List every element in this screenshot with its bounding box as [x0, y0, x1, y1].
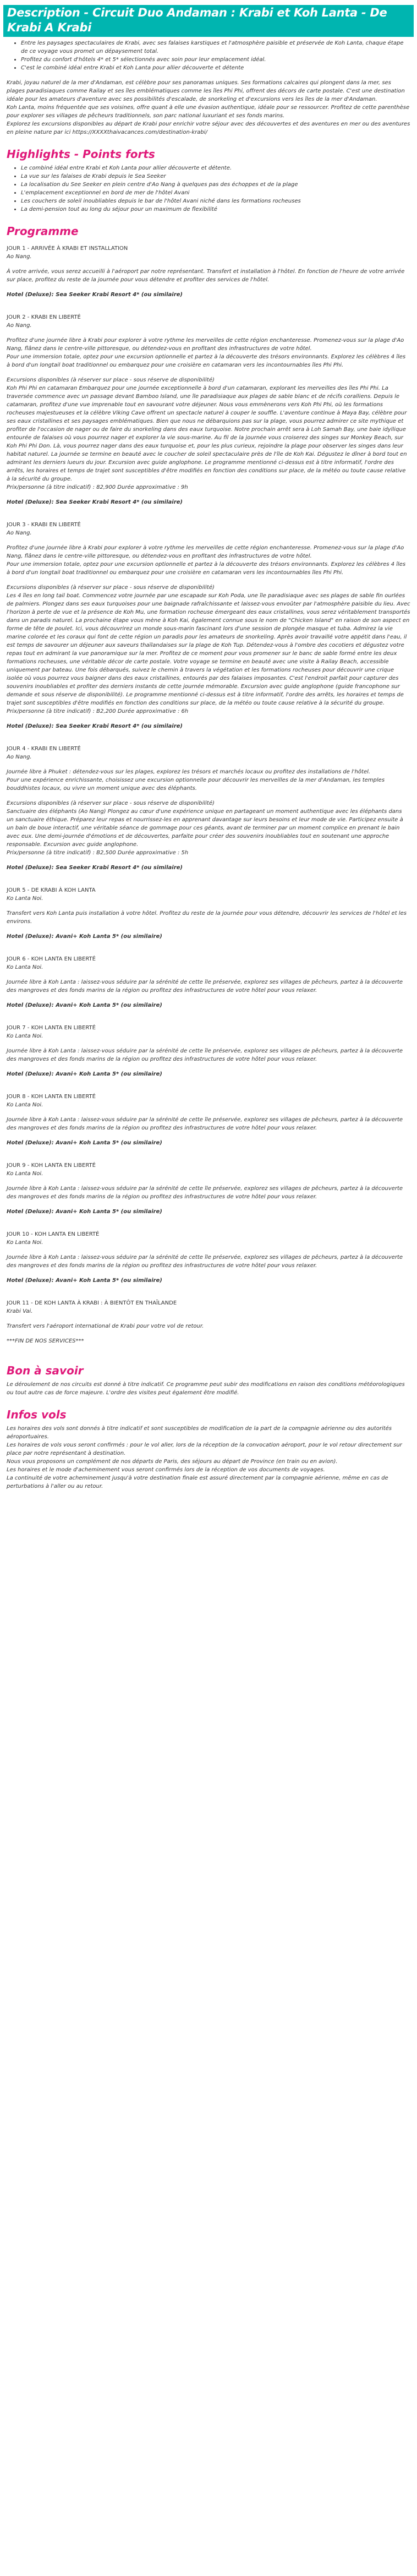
day-description: [7, 1116, 410, 1132]
good-to-know-heading: Bon à savoir: [7, 1364, 84, 1377]
day-spacer: [7, 1078, 410, 1086]
day-paragraph: Journée libre à Koh Lanta : laissez-vous séduire par la sérénité de cette île préservée, explorez ses villages de pêcheurs, partez à la découverte des mangroves et des fonds marins de la région ou profitez des infrastructures de votre hôtel pour vous relaxer.: [7, 979, 403, 994]
day-description: [7, 768, 410, 857]
day-title: JOUR 8 - KOH LANTA EN LIBERTÉ: [7, 1094, 96, 1100]
intro-bullet: • C'est le combiné idéal entre Krabi et Koh Lanta pour allier découverte et détente: [21, 64, 410, 72]
intro-bullet: • Profitez du confort d'hôtels 4* et 5* sélectionnés avec soin pour leur emplacement idéal.: [21, 56, 410, 64]
day-description: [7, 1322, 410, 1345]
day-paragraph: ***FIN DE NOS SERVICES***: [7, 1338, 84, 1344]
highlight-item: • Les couchers de soleil inoubliables depuis le bar de l'hôtel Avani niché dans les formations rocheuses: [21, 197, 410, 205]
content: [0, 39, 417, 1491]
day-spacer: [7, 506, 410, 514]
flight-info-line: Les horaires de vols vous seront confirmés : pour le vol aller, lors de la réception de la convocation aéroport, pour le vol retour directement sur place par notre représentant à destination.: [7, 1442, 402, 1456]
day-hotel: Hotel (Deluxe): Sea Seeker Krabi Resort 4* (ou similaire): [7, 292, 183, 298]
day-description: [7, 1185, 410, 1201]
highlight-item: • La demi-pension tout au long du séjour pour un maximum de flexibilité: [21, 205, 410, 214]
day-location: Ko Lanta Noi.: [7, 1033, 43, 1039]
day-section: [7, 244, 410, 299]
highlight-item: • Le combiné idéal entre Krabi et Koh Lanta pour allier découverte et détente.: [21, 164, 410, 172]
day-spacer: [7, 872, 410, 880]
day-section: [7, 745, 410, 872]
day-paragraph: Excursions disponibles (à réserver sur place - sous réserve de disponibilité) Les 4 îles en long tail boat. Commencez votre journée par une escapade sur Koh Poda, une île paradisiaque avec ses plages de sable fin ourlées de palmiers. Plongez dans ses eaux turquoises pour une baignade rafraîchissante et laissez-vous envoûter par l'atmosphère paisible du lieu. Avec l'horizon à perte de vue et la présence de Koh Mu, une formation rocheuse émergeant des eaux cristallines, vous serez véritablement transportés dans un paradis naturel. La prochaine étape vous mène à Koh Kai, également connue sous le nom de "Chicken Island" en raison de son aspect en forme de tête de poulet. Ici, vous découvrirez un monde sous-marin fascinant lors d'une session de plongée masque et tuba. Admirez la vie marine colorée et les coraux qui font de cette région un paradis pour les amateurs de snorkeling. Après avoir travaillé votre appétit dans l'eau, il est temps de savourer un déjeuner aux saveurs thaïlandaises sur la plage de Koh Tup. Détendez-vous à l'ombre des cocotiers et dégustez votre repas tout en admirant la vue panoramique sur la mer. Profitez de ce moment pour vous promener sur le banc de sable formé entre les deux formations rocheuses, une véritable décor de carte postale. Votre voyage se termine en beauté avec une visite à Railay Beach, accessible uniquement par bateau. Une fois débarqués, suivez le chemin à travers la végétation et les formations rocheuses pour découvrir une crique isolée où vous pourrez vous baigner dans des eaux cristallines, entourés par des falaises imposantes. C'est l'endroit parfait pour capturer des souvenirs inoubliables et profiter des derniers instants de cette journée mémorable. Excursion avec guide anglophone (guide francophone sur demande et sous réserve de disponibilité). Le programme mentionné ci-dessus est à titre informatif, l'ordre des arrêts, les horaires et temps de trajet sont susceptibles d'être modifiés en fonction des conditions sur place, de la météo ou toute cause relative à la sécurité du groupe. Prix/personne (à titre indicatif) : B2,200 Durée approximative : 6h: [7, 585, 410, 714]
day-title: JOUR 5 - DE KRABI À KOH LANTA: [7, 887, 96, 893]
day-description: [7, 544, 410, 716]
day-hotel: Hotel (Deluxe): Avani+ Koh Lanta 5* (ou similaire): [7, 1209, 162, 1215]
flight-info-line: Les horaires des vols sont donnés à titre indicatif et sont susceptibles de modification de la part de la compagnie aérienne ou des autorités aéroportuaires.: [7, 1426, 392, 1440]
highlight-item: • La vue sur les falaises de Krabi depuis le Sea Seeker: [21, 172, 410, 181]
flights-info: [7, 1425, 410, 1491]
day-title: JOUR 2 - KRABI EN LIBERTÉ: [7, 314, 81, 320]
day-section: [7, 521, 410, 730]
program-days: [7, 244, 410, 1353]
flights-heading: Infos vols: [7, 1408, 67, 1421]
day-spacer: [7, 299, 410, 307]
day-location: Ko Lanta Noi.: [7, 1171, 43, 1177]
day-title: JOUR 11 - DE KOH LANTA À KRABI : À BIENTÔT EN THAÏLANDE: [7, 1300, 177, 1306]
day-location: Ao Nang.: [7, 530, 32, 536]
day-description: [7, 1047, 410, 1063]
page-title-banner: [3, 5, 414, 37]
page-title: Description - Circuit Duo Andaman : Krabi et Koh Lanta - De Krabi A Krabi: [7, 6, 387, 34]
day-section: [7, 886, 410, 941]
day-spacer: [7, 1216, 410, 1224]
day-location: Ao Nang.: [7, 254, 32, 260]
day-description: [7, 268, 410, 284]
day-paragraph: Transfert vers l'aéroport international de Krabi pour votre vol de retour.: [7, 1323, 204, 1329]
day-paragraph: Journée libre à Koh Lanta : laissez-vous séduire par la sérénité de cette île préservée, explorez ses villages de pêcheurs, partez à la découverte des mangroves et des fonds marins de la région ou profitez des infrastructures de votre hôtel pour vous relaxer.: [7, 1048, 403, 1062]
highlight-item: • La localisation du See Seeker en plein centre d'Ao Nang à quelques pas des échoppes et de la plage: [21, 181, 410, 189]
day-description: [7, 336, 410, 492]
day-spacer: [7, 1009, 410, 1017]
day-location: Ko Lanta Noi.: [7, 1240, 43, 1246]
day-title: JOUR 3 - KRABI EN LIBERTÉ: [7, 522, 81, 528]
day-spacer: [7, 730, 410, 738]
day-location: Ao Nang.: [7, 323, 32, 329]
highlight-item: • L'emplacement exceptionnel en bord de mer de l'hôtel Avani: [21, 189, 410, 197]
day-paragraph: Journée libre à Koh Lanta : laissez-vous séduire par la sérénité de cette île préservée, explorez ses villages de pêcheurs, partez à la découverte des mangroves et des fonds marins de la région ou profitez des infrastructures de votre hôtel pour vous relaxer.: [7, 1254, 403, 1269]
day-section: [7, 955, 410, 1009]
flight-info-line: Nous vous proposons un complément de nos départs de Paris, des séjours au départ de Province (en train ou en avion).: [7, 1459, 338, 1465]
day-paragraph: Journée libre à Koh Lanta : laissez-vous séduire par la sérénité de cette île préservée, explorez ses villages de pêcheurs, partez à la découverte des mangroves et des fonds marins de la région ou profitez des infrastructures de votre hôtel pour vous relaxer.: [7, 1186, 403, 1200]
day-hotel: Hotel (Deluxe): Sea Seeker Krabi Resort 4* (ou similaire): [7, 723, 183, 729]
day-paragraph: Transfert vers Koh Lanta puis installation à votre hôtel. Profitez du reste de la journée pour vous détendre, découvrir les services de l'hôtel et les environs.: [7, 910, 407, 925]
day-paragraph: Profitez d'une journée libre à Krabi pour explorer à votre rythme les merveilles de cette région enchanteresse. Promenez-vous sur la plage d'Ao Nang, flânez dans le centre-ville pittoresque, ou détendez-vous en profitant des infrastructures de votre hôtel. Pour une immersion totale, optez pour une excursion optionnelle et partez à la découverte des trésors environnants. Explorez les célèbres 4 îles à bord d'un longtail boat traditionnel ou embarquez pour une croisière en catamaran vers les incontournables îles Phi Phi.: [7, 545, 406, 576]
day-location: Krabi Vai.: [7, 1308, 33, 1314]
highlights-heading: Highlights - Points forts: [7, 148, 155, 161]
day-section: [7, 1161, 410, 1216]
day-section: [7, 1299, 410, 1345]
day-title: JOUR 1 - ARRIVÉE À KRABI ET INSTALLATION: [7, 245, 128, 252]
flight-info-line: La continuité de votre acheminement jusqu'à votre destination finale est assuré directement par la compagnie aérienne, même en cas de perturbations à l'aller ou au retour.: [7, 1475, 388, 1489]
day-paragraph: À votre arrivée, vous serez accueilli à l'aéroport par notre représentant. Transfert et installation à l'hôtel. En fonction de l'heure de votre arrivée sur place, profitez du reste de la journée pour vous détendre et profiter des services de l'hôtel.: [7, 269, 405, 283]
day-spacer: [7, 1285, 410, 1292]
day-title: JOUR 6 - KOH LANTA EN LIBERTÉ: [7, 956, 96, 962]
day-section: [7, 313, 410, 506]
day-description: [7, 909, 410, 926]
day-hotel: Hotel (Deluxe): Avani+ Koh Lanta 5* (ou similaire): [7, 1278, 162, 1284]
day-section: [7, 1093, 410, 1147]
day-description: [7, 978, 410, 995]
intro-text: Krabi, joyau naturel de la mer d'Andaman, est célèbre pour ses panoramas uniques. Ses formations calcaires qui plongent dans la mer, ses plages paradisiaques comme Railay et ses îles emblématiques comme les îles Phi Phi, offrent des décors de carte postale. C'est une destination idéale pour les amateurs d'aventure avec ses possibilités d'escalade, de snorkeling et d'excursions vers les îles de la mer d'Andaman. Koh Lanta, moins fréquentée que ses voisines, offre quant à elle une évasion authentique, idéale pour se ressourcer. Profitez de cette parenthèse pour explorer ses villages de pêcheurs traditionnels, son parc national luxuriant et ses fonds marins. Explorez les excursions disponibles au départ de Krabi pour enrichir votre séjour avec des découvertes et des aventures en mer ou des aventures en pleine nature par ici https://XXXXthaivacances.com/destination-krabi/: [7, 80, 410, 135]
day-hotel: Hotel (Deluxe): Avani+ Koh Lanta 5* (ou similaire): [7, 1140, 162, 1146]
flight-info-line: Les horaires et le mode d'acheminement vous seront confirmés lors de la réception de vos documents de voyages.: [7, 1467, 325, 1473]
day-spacer: [7, 1147, 410, 1155]
day-hotel: Hotel (Deluxe): Sea Seeker Krabi Resort 4* (ou similaire): [7, 865, 183, 871]
intro-bullets: [7, 39, 410, 72]
day-hotel: Hotel (Deluxe): Avani+ Koh Lanta 5* (ou similaire): [7, 934, 162, 940]
good-to-know-text: Le déroulement de nos circuits est donné à titre indicatif. Ce programme peut subir des modifications en raison des conditions météorologiques ou tout autre cas de force majeure. L'ordre des visites peut également être modifié.: [7, 1382, 405, 1396]
day-section: [7, 1230, 410, 1285]
highlights-list: [7, 164, 410, 214]
day-title: JOUR 4 - KRABI EN LIBERTÉ: [7, 746, 81, 752]
day-title: JOUR 10 - KOH LANTA EN LIBERTÉ: [7, 1231, 100, 1237]
day-location: Ko Lanta Noi.: [7, 896, 43, 902]
day-paragraph: Excursions disponibles (à réserver sur place - sous réserve de disponibilité) Koh Phi Phi en catamaran Embarquez pour une journée exceptionnelle à bord d'un catamaran, explorant les merveilles des îles Phi Phi. La traversée commence avec un passage devant Bamboo Island, une île paradisiaque aux plages de sable blanc et de récifs coralliens. Depuis le catamaran, profitez d'une vue imprenable tout en savourant votre déjeuner. Nous vous emmènerons vers Koh Phi Phi, où les formations rocheuses majestueuses et la célèbre Viking Cave offrent un spectacle naturel à couper le souffle. L'aventure continue à Maya Bay, célèbre pour ses eaux cristallines et ses paysages emblématiques. Bien que nous ne débarquions pas sur la plage, vous pourrez admirer ce site mythique et profiter de l'occasion de nager ou de faire du snorkeling dans des eaux turquoise. Notre prochain arrêt sera à Loh Samah Bay, une baie idyllique entourée de falaises où vous pourrez nager et explorer la vie sous-marine. Au fil de la journée vous croiserez des singes sur Monkey Beach, sur Koh Phi Phi Don. Là, vous pourrez nager dans des eaux turquoise et, pour les plus curieux, rejoindre la plage pour observer les singes dans leur habitat naturel. La journée se termine en beauté avec le coucher de soleil spectaculaire près de l'île de Koh Kai. Dégustez le dîner à bord tout en admirant les derniers lueurs du jour. Excursion avec guide anglophone. Le programme mentionné ci-dessus est à titre informatif, l'ordre des arrêts, les horaires et temps de trajet sont susceptibles d'être modifiés en fonction des conditions sur place, de la météo ou toute cause relative à la sécurité du groupe. Prix/personne (à titre indicatif) : 82,900 Durée approximative : 9h: [7, 377, 407, 490]
day-hotel: Hotel (Deluxe): Avani+ Koh Lanta 5* (ou similaire): [7, 1002, 162, 1008]
day-description: [7, 1253, 410, 1270]
day-title: JOUR 9 - KOH LANTA EN LIBERTÉ: [7, 1163, 96, 1169]
day-spacer: [7, 1345, 410, 1353]
day-spacer: [7, 941, 410, 948]
day-location: Ko Lanta Noi.: [7, 1102, 43, 1108]
day-paragraph: Journée libre à Koh Lanta : laissez-vous séduire par la sérénité de cette île préservée, explorez ses villages de pêcheurs, partez à la découverte des mangroves et des fonds marins de la région ou profitez des infrastructures de votre hôtel pour vous relaxer.: [7, 1117, 403, 1131]
day-location: Ko Lanta Noi.: [7, 964, 43, 970]
day-title: JOUR 7 - KOH LANTA EN LIBERTÉ: [7, 1025, 96, 1031]
day-paragraph: Journée libre à Phuket : détendez-vous sur les plages, explorez les trésors et marchés locaux ou profitez des installations de l'hôtel. Pour une expérience enrichissante, choisissez une excursion optionnelle pour découvrir les merveilles de la mer d'Andaman, les temples bouddhistes locaux, ou vivre un moment unique avec des éléphants.: [7, 769, 385, 792]
intro-bullet: • Entre les paysages spectaculaires de Krabi, avec ses falaises karstiques et l'atmosphère paisible et préservée de Koh Lanta, chaque étape de ce voyage vous promet un dépaysement total.: [21, 39, 410, 56]
day-paragraph: Excursions disponibles (à réserver sur place - sous réserve de disponibilité) Sanctuaire des éléphants (Ao Nang) Plongez au cœur d'une expérience unique en partageant un moment authentique avec les éléphants dans un sanctuaire éthique. Préparez leur repas et nourrissez-les en apprenant davantage sur leurs besoins et leur mode de vie. Participez ensuite à un bain de boue interactif, une véritable séance de gommage pour ces géants, avant de terminer par un moment complice en prenant le bain avec eux. Une demi-journée d'émotions et de découvertes, parfaite pour créer des souvenirs inoubliables tout en soutenant une approche responsable. Excursion avec guide anglophone. Prix/personne (à titre indicatif) : B2,500 Durée approximative : 5h: [7, 800, 403, 856]
day-hotel: Hotel (Deluxe): Avani+ Koh Lanta 5* (ou similaire): [7, 1071, 162, 1077]
day-location: Ao Nang.: [7, 754, 32, 760]
day-paragraph: Profitez d'une journée libre à Krabi pour explorer à votre rythme les merveilles de cette région enchanteresse. Promenez-vous sur la plage d'Ao Nang, flânez dans le centre-ville pittoresque, ou détendez-vous en profitant des infrastructures de votre hôtel. Pour une immersion totale, optez pour une excursion optionnelle et partez à la découverte des trésors environnants. Explorez les célèbres 4 îles à bord d'un longtail boat traditionnel ou embarquez pour une croisière en catamaran vers les incontournables îles Phi Phi.: [7, 337, 406, 368]
day-hotel: Hotel (Deluxe): Sea Seeker Krabi Resort 4* (ou similaire): [7, 499, 183, 505]
program-heading: Programme: [7, 225, 79, 238]
day-section: [7, 1024, 410, 1078]
